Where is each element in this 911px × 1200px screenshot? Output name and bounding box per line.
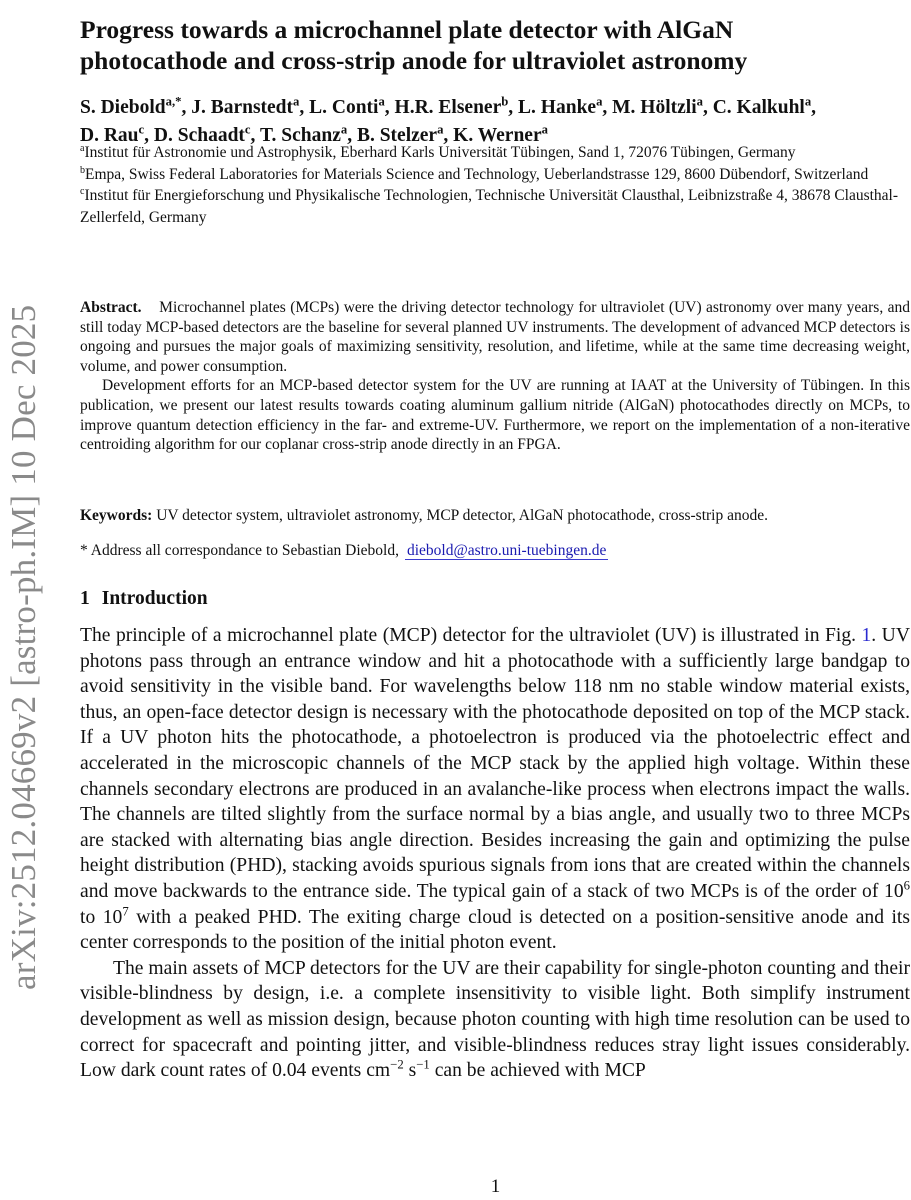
author-name: J. Barnstedt (191, 97, 294, 118)
abstract-paragraph: Development efforts for an MCP-based detector system for the UV are running at IAAT at the University of Tübingen. In this publication, we present our latest results towards coating aluminum gallium nitride (AlGaN) photocathodes directly on MCPs, to improve quantum detection efficiency in the far- and extreme-UV. Furthermore, we report on the implementation of a non-iterative centroiding algorithm for our coplanar cross-strip anode directly in an FPGA. (80, 377, 910, 454)
figure-link[interactable]: 1 (861, 625, 872, 646)
text-run: can be achieved with MCP (429, 1060, 646, 1082)
author-affiliation-mark: a (437, 122, 444, 137)
keywords-label: Keywords: (80, 507, 153, 524)
text-run: . UV photons pass through an entrance window and hit a photocathode with a sufficiently large bandgap to avoid sensitivity in the visible band. For wavelengths below 118 nm no stable window material exists, thus, an open-face detector design is necessary with the photocathode deposited on top of the MCP stack. If a UV photon hits the photocathode, a photoelectron is produced via the photoelectric effect and accelerated in the microscopic channels of the MCP stack by the applied high voltage. Within these channels secondary electrons are produced in an avalanche-like process when electrons impact the walls. The channels are tilted slightly from the surface normal by a bias angle, and usually two to three MCPs are stacked with alternating bias angle direction. Besides increasing the gain and optimizing the pulse height distribution (PHD), stacking avoids spurious signals from ions that are created within the channels and move backwards to the entrance side. The typical gain of a stack of two MCPs is of the order of 10 (80, 625, 910, 902)
text-run: s (403, 1060, 417, 1082)
text-run: The principle of a microchannel plate (MCP) detector for the ultraviolet (UV) is illustrated in Fig. (80, 625, 862, 646)
author-name: S. Diebold (80, 97, 166, 118)
author (80, 94, 182, 118)
text-run: with a peaked PHD. The exiting charge cloud is detected on a position-sensitive anode and its center corresponds to the position of the initial photon event. (80, 906, 910, 954)
author (394, 94, 509, 118)
author-affiliation-mark: a (541, 122, 548, 137)
section-number: 1 (80, 588, 90, 609)
paper-title: Progress towards a microchannel plate detector with AlGaN photocathode and cross-strip anode for ultraviolet astronomy (80, 15, 748, 75)
keywords-text: UV detector system, ultraviolet astronomy, MCP detector, AlGaN photocathode, cross-strip anode. (156, 507, 768, 524)
author-affiliation-mark: c (244, 122, 251, 137)
author-name: D. Schaadt (153, 125, 245, 146)
exponent: −1 (416, 1057, 430, 1072)
affiliation-mark: c (80, 185, 85, 197)
abstract-paragraph: Microchannel plates (MCPs) were the driving detector technology for ultraviolet (UV) astronomy over many years, and still today MCP-based detectors are the baseline for several planned UV instruments. The development of advanced MCP detectors is ongoing and pursues the major goals of maximizing sensitivity, resolution, and lifetime, while at the same time decreasing weight, volume, and power consumption. (80, 299, 910, 375)
affiliation-text: Empa, Swiss Federal Laboratories for Materials Science and Technology, Ueberlandstrasse 129, 8600 Dübendorf, Switzerland (85, 165, 869, 183)
author (191, 94, 300, 118)
author-affiliation-mark: a,* (165, 94, 182, 109)
exponent: 6 (903, 878, 910, 893)
page-number: 1 (490, 1176, 501, 1197)
author-name: K. Werner (453, 125, 542, 146)
author-name: M. Höltzli (612, 97, 697, 118)
author-name: B. Stelzer (356, 125, 438, 146)
abstract (80, 298, 910, 455)
author-affiliation-mark: a (293, 94, 300, 109)
email-link[interactable]: diebold@astro.uni-tuebingen.de (406, 542, 607, 559)
correspondence-note (80, 542, 910, 560)
author-list: S. Diebold$^{a,*}$, J. Barnstedt$^a$, L. Conti$^a$, H.R. Elsener$^b$, L. Hanke$^a$, M. Höltzli$^a$, C. Kalkuhl$^a$, D. Rau$^c$, D. Schaadt$^c$, T. Schanz$^a$, B. Stelzer$^a$, K. Werner$^a$ (80, 94, 817, 146)
keywords (80, 507, 910, 525)
author (612, 94, 703, 118)
body-paragraph (80, 623, 910, 956)
body-paragraph (80, 956, 910, 1084)
affiliation (80, 185, 910, 228)
author-affiliation-mark: a (378, 94, 385, 109)
author-affiliation-mark: a (340, 122, 348, 137)
author (712, 94, 812, 118)
author-affiliation-mark: a (696, 94, 703, 109)
affiliation (80, 142, 910, 164)
affiliation-mark: b (80, 164, 86, 176)
affiliations (80, 142, 910, 228)
author-name: H.R. Elsener (394, 97, 502, 118)
section-heading (80, 588, 220, 610)
author (309, 94, 385, 118)
author-affiliation-mark: c (138, 122, 145, 137)
author (518, 94, 603, 118)
section-title: Introduction (101, 588, 208, 609)
author-name: T. Schanz (259, 125, 341, 146)
arxiv-stamp: arXiv:2512.04669v2 [astro-ph.IM] 10 Dec 2025 (4, 304, 43, 990)
text-run: The main assets of MCP detectors for the UV are their capability for single-photon counting and their visible-blindness by design, i.e. a complete insensitivity to visible light. Both simplify instrument development as well as mission design, because photon counting with high time resolution can be used to correct for spacecraft and pointing jitter, and visible-blindness reduces stray light issues considerably. Low dark count rates of 0.04 events cm (80, 957, 910, 1082)
exponent: −2 (390, 1057, 404, 1072)
author-name: L. Conti (309, 97, 379, 118)
author-name: D. Rau (80, 125, 139, 146)
affiliation-mark: a (80, 142, 85, 154)
introduction-body (80, 623, 910, 1084)
affiliation (80, 164, 910, 186)
affiliation-text: Institut für Energieforschung und Physikalische Technologien, Technische Universität Clausthal, Leibnizstraße 4, 38678 Clausthal-Zellerfeld, Germany (80, 187, 899, 226)
correspondence-text: * Address all correspondance to Sebastian Diebold, (80, 542, 399, 559)
exponent: 7 (122, 904, 129, 918)
author-affiliation-mark: b (501, 94, 509, 109)
text-run: to 10 (80, 906, 123, 928)
author-affiliation-mark: a (804, 94, 812, 109)
abstract-label: Abstract. (80, 299, 142, 316)
affiliation-text: Institut für Astronomie und Astrophysik, Eberhard Karls Universität Tübingen, Sand 1, 72076 Tübingen, Germany (84, 144, 796, 161)
author-name: C. Kalkuhl (712, 97, 805, 118)
author-name: L. Hanke (518, 97, 597, 118)
author-affiliation-mark: a (596, 94, 603, 109)
